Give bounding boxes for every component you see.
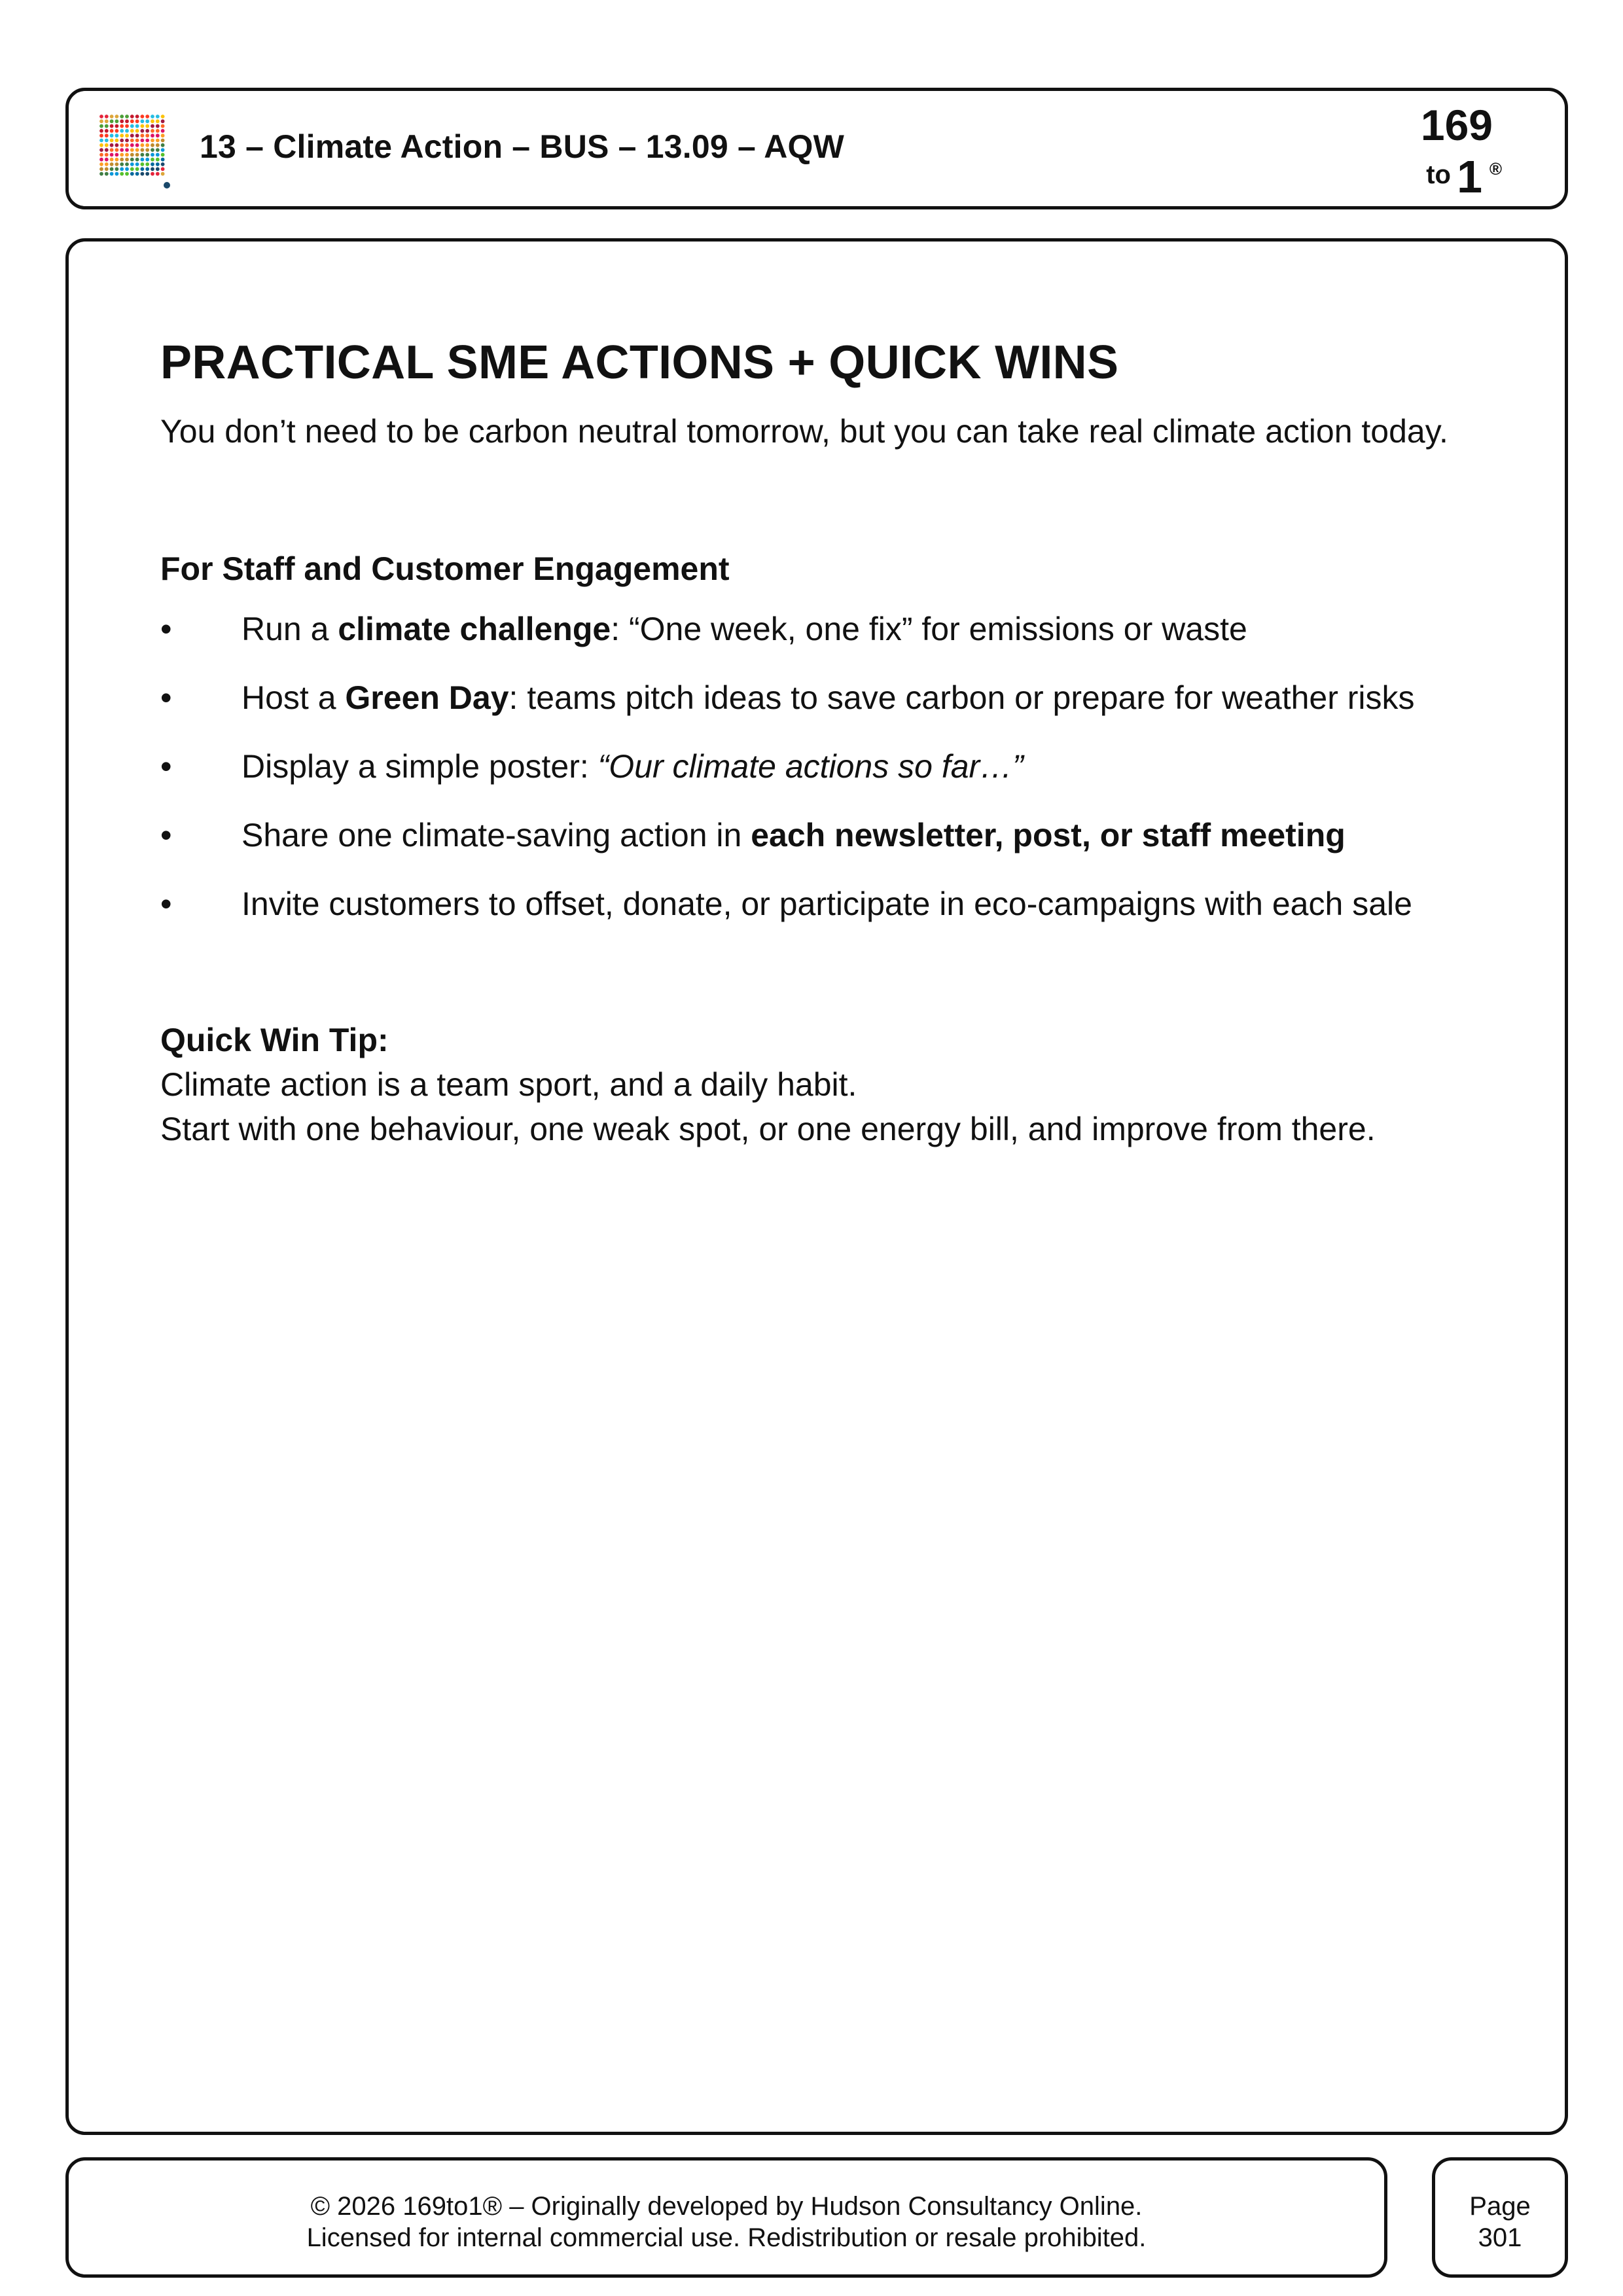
logo-dot [110,134,114,137]
brand-to: to [1426,160,1451,189]
logo-dot [110,129,114,133]
logo-dot [135,139,139,143]
logo-dot [130,119,134,123]
logo-dot [145,172,149,176]
logo-dot [105,162,109,166]
logo-dot [161,153,165,157]
logo-dot [115,158,119,162]
logo-dot [110,115,114,118]
logo-dot [135,148,139,152]
logo-dot [99,153,103,157]
logo-dot [105,134,109,137]
logo-dot [141,119,145,123]
logo-dot [135,172,139,176]
logo-dot [151,134,154,137]
logo-dot [156,148,160,152]
logo-dot [110,143,114,147]
logo-dot [151,115,154,118]
logo-dot [145,158,149,162]
logo-dot [115,143,119,147]
logo-dot [99,162,103,166]
logo-dot [135,115,139,118]
logo-dot [156,124,160,128]
logo-dot [105,172,109,176]
logo-dot [125,134,129,137]
logo-dot [135,134,139,137]
logo-dot [135,162,139,166]
logo-dot [141,172,145,176]
logo-dot [161,158,165,162]
logo-dot [115,167,119,171]
logo-dot [125,119,129,123]
logo-dot [130,162,134,166]
logo-dot [161,129,165,133]
copyright-line: © 2026 169to1® – Originally developed by Hudson Consultancy Online. [310,2192,1143,2221]
brand-registered-mark: ® [1489,159,1502,179]
logo-dot [110,158,114,162]
logo-dot [105,158,109,162]
logo-dot [125,172,129,176]
logo-dot [105,119,109,123]
logo-dot [99,124,103,128]
sdg-dot-grid-logo-icon [98,113,171,189]
logo-dot [156,172,160,176]
logo-dot [156,153,160,157]
logo-dot [151,124,154,128]
header-title: 13 – Climate Action – BUS – 13.09 – AQW [200,128,844,165]
logo-dot [151,143,154,147]
logo-dot [105,167,109,171]
logo-dot [120,129,124,133]
logo-dot [156,167,160,171]
logo-dot [120,115,124,118]
logo-dot [125,129,129,133]
logo-dot [115,172,119,176]
logo-dot [161,139,165,143]
logo-dot [161,172,165,176]
bold-text: climate challenge [338,611,611,647]
logo-dot [161,143,165,147]
logo-dot [120,124,124,128]
logo-dot [161,167,165,171]
logo-dot [156,143,160,147]
copyright-footer [65,2157,1387,2278]
logo-dot [125,153,129,157]
logo-dot [105,124,109,128]
logo-dot [164,182,170,188]
intro-paragraph: You don’t need to be carbon neutral tomorrow, but you can take real climate action today. [160,413,1448,450]
logo-dot [161,119,165,123]
logo-dot [151,148,154,152]
logo-dot [156,139,160,143]
list-item: • Run a climate challenge: “One week, one fix” for emissions or waste [160,607,1469,651]
logo-dot [110,148,114,152]
logo-dot [141,115,145,118]
logo-dot [130,124,134,128]
logo-dot [151,158,154,162]
logo-dot [110,119,114,123]
brand-number: 169 [1420,101,1493,149]
logo-dot [141,162,145,166]
logo-dot [156,162,160,166]
page-number: 301 [1478,2223,1522,2252]
license-line: Licensed for internal commercial use. Redistribution or resale prohibited. [306,2223,1147,2252]
logo-dot [141,139,145,143]
logo-dot [130,115,134,118]
logo-dot [130,134,134,137]
copyright-text [69,2191,1384,2253]
logo-dot [99,129,103,133]
logo-dot [105,153,109,157]
logo-dot [99,167,103,171]
logo-dot [145,119,149,123]
logo-dot [135,119,139,123]
tip-line: Start with one behaviour, one weak spot, or one energy bill, and improve from there. [160,1111,1376,1147]
logo-dot [125,139,129,143]
logo-dot [99,143,103,147]
page-header [65,88,1568,209]
logo-dot [125,143,129,147]
logo-dot [156,129,160,133]
logo-dot [145,115,149,118]
logo-dot [120,119,124,123]
logo-dot [141,129,145,133]
logo-dot [115,148,119,152]
list-item: • Invite customers to offset, donate, or participate in eco-campaigns with each sale [160,882,1469,926]
logo-dot [145,143,149,147]
logo-dot [130,172,134,176]
logo-dot [130,153,134,157]
logo-dot [161,134,165,137]
logo-dot [145,153,149,157]
logo-dot [161,124,165,128]
logo-dot [141,134,145,137]
logo-dot [156,119,160,123]
italic-text: “Our climate actions so far…” [597,748,1024,785]
logo-dot [99,172,103,176]
logo-dot [115,162,119,166]
logo-dot [99,139,103,143]
logo-dot [135,124,139,128]
logo-dot [99,158,103,162]
page-heading: PRACTICAL SME ACTIONS + QUICK WINS [160,336,1119,389]
logo-dot [135,158,139,162]
list-item: • Host a Green Day: teams pitch ideas to save carbon or prepare for weather risks [160,675,1469,720]
logo-dot [156,134,160,137]
logo-dot [145,167,149,171]
brand-one: 1 [1457,151,1482,202]
logo-dot [99,148,103,152]
logo-dot [145,162,149,166]
logo-dot [151,153,154,157]
section-heading: For Staff and Customer Engagement [160,550,730,587]
logo-dot [105,139,109,143]
bold-text: Green Day [345,679,509,716]
logo-dot [156,158,160,162]
logo-dot [105,129,109,133]
page-number-box [1432,2157,1568,2278]
logo-dot [110,139,114,143]
tip-line: Climate action is a team sport, and a daily habit. [160,1066,857,1103]
bold-text: each newsletter, post, or staff meeting [751,817,1346,853]
engagement-bullet-list [160,607,1469,926]
logo-dot [135,143,139,147]
logo-dot [115,139,119,143]
logo-dot [145,148,149,152]
logo-dot [99,119,103,123]
logo-dot [161,115,165,118]
logo-dot [120,153,124,157]
logo-dot [135,153,139,157]
logo-dot [120,162,124,166]
list-item: • Share one climate-saving action in each newsletter, post, or staff meeting [160,813,1469,857]
logo-dot [135,167,139,171]
logo-dot [130,158,134,162]
logo-dot [141,158,145,162]
logo-dot [110,167,114,171]
logo-dot [161,148,165,152]
logo-dot [120,143,124,147]
logo-dot [161,162,165,166]
logo-dot [141,153,145,157]
logo-dot [151,162,154,166]
logo-dot [105,143,109,147]
logo-dot [130,143,134,147]
logo-dot [151,129,154,133]
logo-dot [151,172,154,176]
logo-dot [145,134,149,137]
tip-heading: Quick Win Tip: [160,1022,389,1058]
logo-dot [99,134,103,137]
logo-dot [145,129,149,133]
logo-dot [125,167,129,171]
logo-dot [156,115,160,118]
logo-dot [110,172,114,176]
logo-dot [99,115,103,118]
brand-logo [1380,98,1511,206]
logo-dot [125,124,129,128]
logo-dot [125,162,129,166]
logo-dot [120,139,124,143]
logo-dot [141,143,145,147]
logo-dot [120,148,124,152]
logo-dot [115,134,119,137]
logo-dot [115,129,119,133]
logo-dot [110,162,114,166]
logo-dot [125,148,129,152]
logo-dot [141,124,145,128]
logo-dot [130,139,134,143]
logo-dot [120,158,124,162]
logo-dot [151,167,154,171]
logo-dot [115,153,119,157]
logo-dot [130,148,134,152]
logo-dot [110,124,114,128]
logo-dot [125,158,129,162]
logo-dot [115,124,119,128]
logo-dot [110,153,114,157]
logo-dot [151,119,154,123]
logo-dot [141,148,145,152]
content-panel [65,238,1568,2135]
list-item: • Display a simple poster: “Our climate actions so far…” [160,744,1469,789]
logo-dot [151,139,154,143]
logo-dot [115,115,119,118]
logo-dot [120,167,124,171]
logo-dot [115,119,119,123]
logo-dot [130,129,134,133]
logo-dot [145,124,149,128]
logo-dot [145,139,149,143]
page-label: Page [1469,2192,1531,2221]
logo-dot [105,115,109,118]
logo-dot [141,167,145,171]
logo-dot [130,167,134,171]
logo-dot [120,172,124,176]
logo-dot [125,115,129,118]
logo-dot [135,129,139,133]
content-body [160,333,1469,1151]
logo-dot [105,148,109,152]
logo-dot [120,134,124,137]
quick-win-tip [160,1018,1469,1151]
